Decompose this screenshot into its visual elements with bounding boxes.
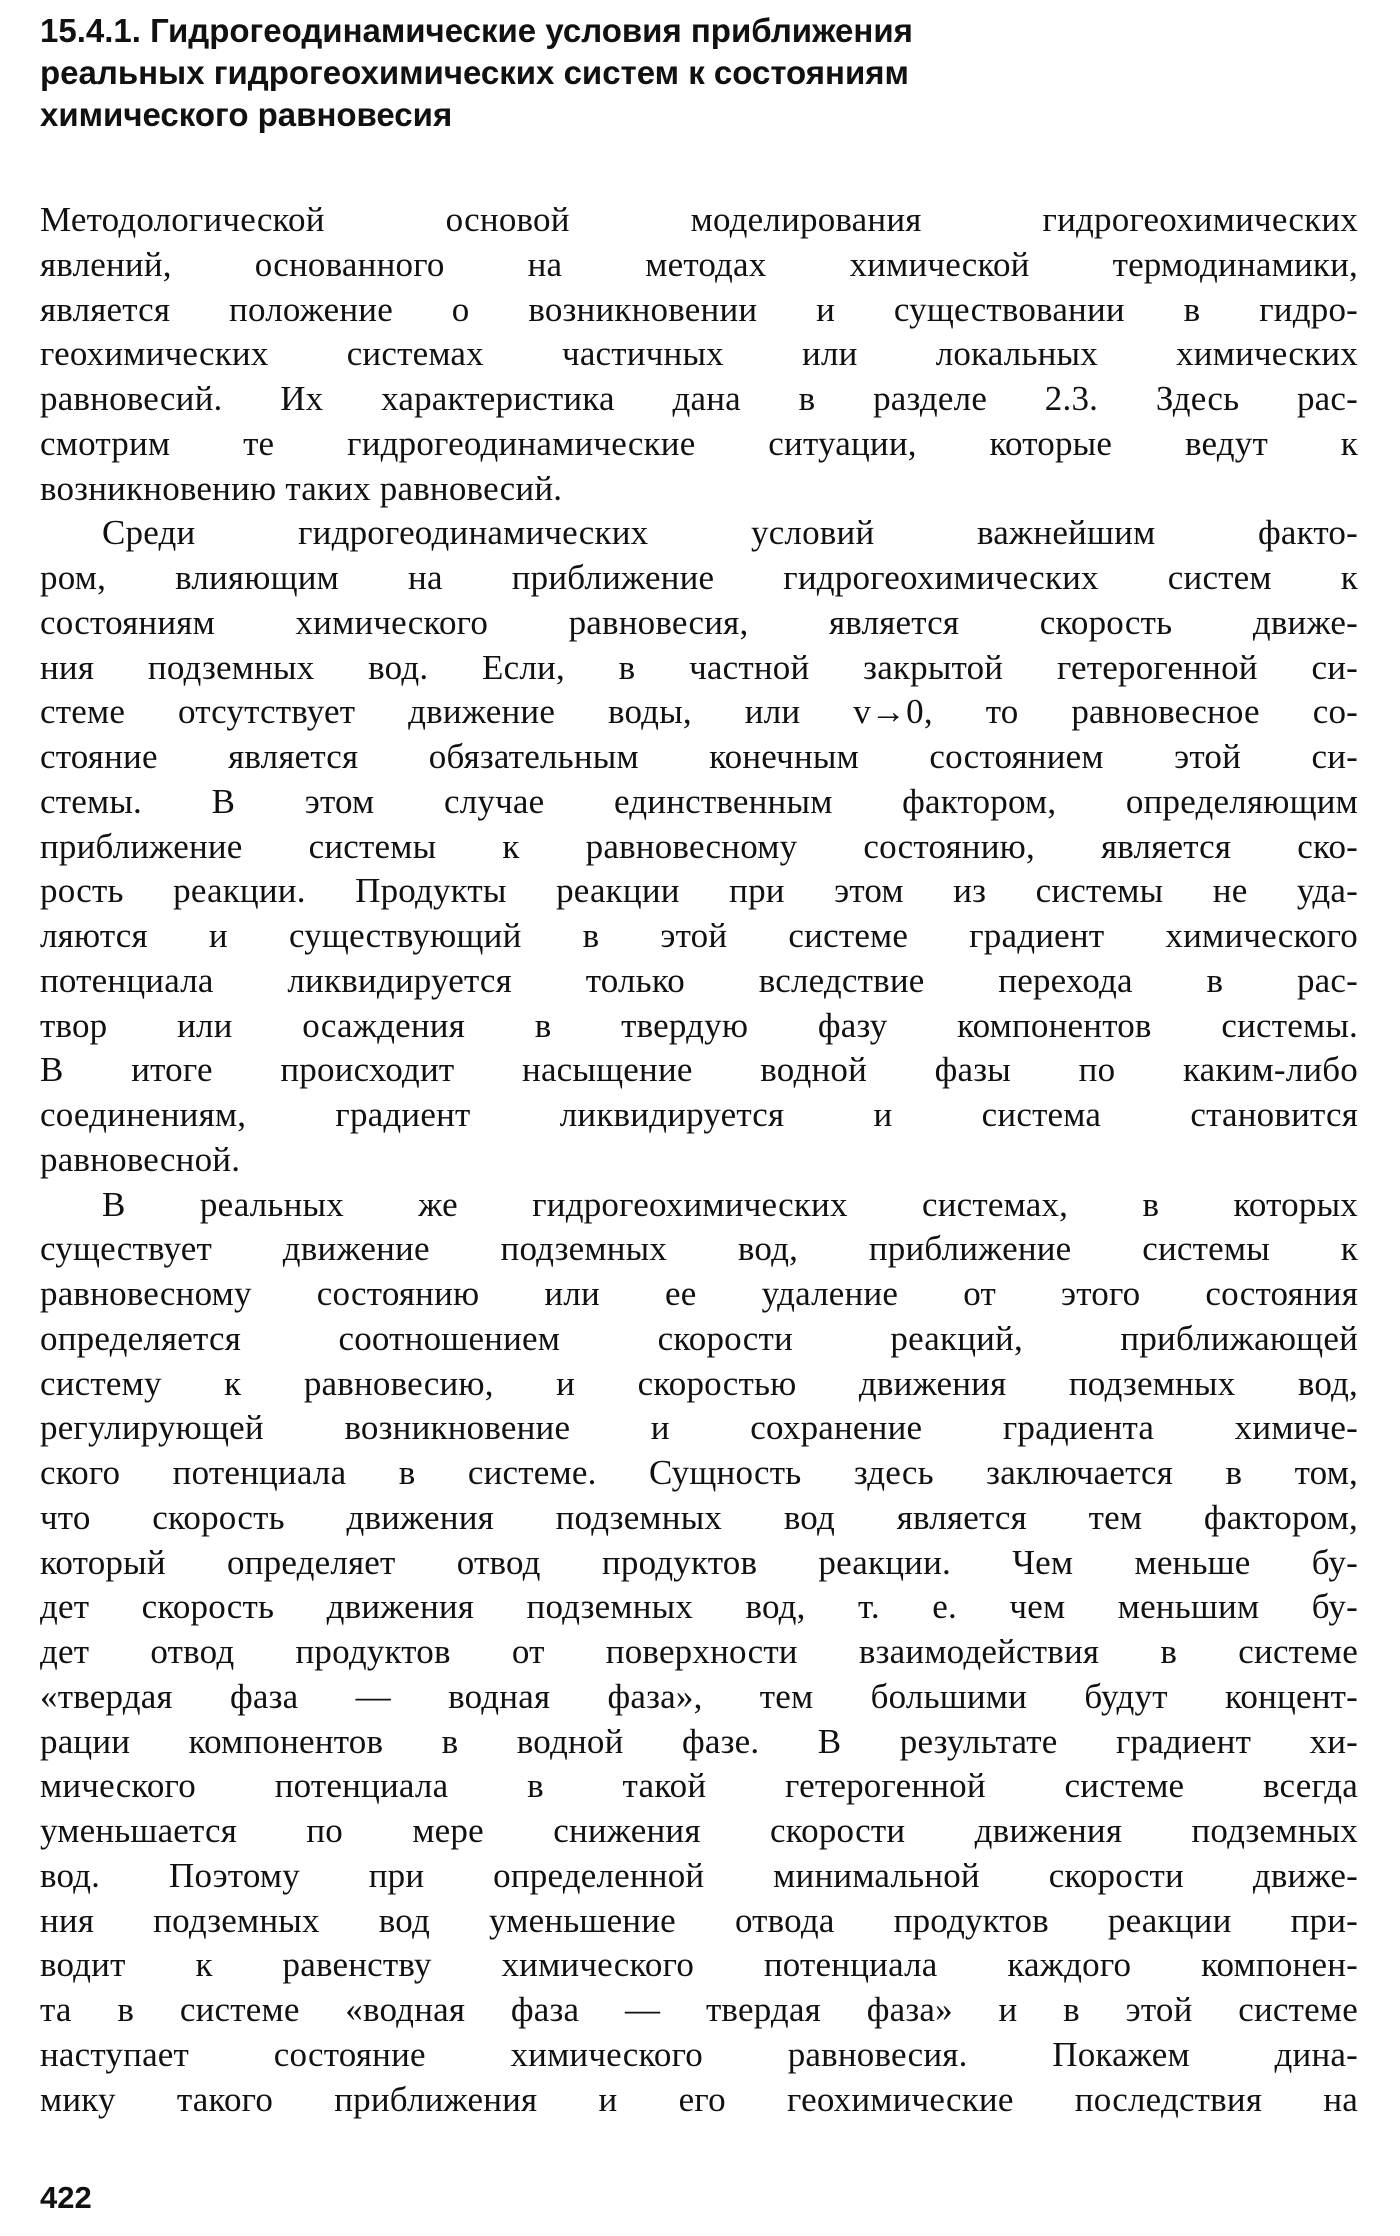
text-line: мического потенциала в такой гетерогенной системе всегда <box>40 1766 1358 1806</box>
text-line: ского потенциала в системе. Сущность здесь заключается в том, <box>40 1453 1358 1492</box>
text-line: В итоге происходит насыщение водной фазы по каким-либо <box>40 1050 1358 1090</box>
text-line: существует движение подземных вод, приближение системы к <box>40 1229 1358 1269</box>
text-line: уменьшается по мере снижения скорости движения подземных <box>40 1811 1358 1850</box>
section-heading-line: химического равновесия <box>40 96 453 133</box>
text-line: является положение о возникновении и существовании в гидро- <box>40 289 1358 329</box>
text-line: который определяет отвод продуктов реакции. Чем меньше бу- <box>40 1542 1358 1582</box>
text-line: Методологической основой моделирования гидрогеохимических <box>40 200 1358 239</box>
text-line: стеме отсутствует движение воды, или v→0, то равновесное со- <box>40 692 1358 732</box>
text-line: равновесному состоянию или ее удаление от этого состояния <box>40 1274 1358 1313</box>
text-line: ния подземных вод уменьшение отвода продуктов реакции при- <box>40 1900 1358 1940</box>
text-line: рации компонентов в водной фазе. В результате градиент хи- <box>40 1721 1358 1761</box>
text-line: мику такого приближения и его геохимические последствия на <box>40 2079 1358 2119</box>
body-text <box>40 198 1358 2122</box>
text-line: стемы. В этом случае единственным фактором, определяющим <box>40 781 1358 821</box>
text-line: смотрим те гидрогеодинамические ситуации, которые ведут к <box>40 423 1358 463</box>
text-line: рость реакции. Продукты реакции при этом из системы не уда- <box>40 871 1358 911</box>
text-line: что скорость движения подземных вод является тем фактором, <box>40 1497 1358 1537</box>
text-line: стояние является обязательным конечным состоянием этой си- <box>40 737 1358 776</box>
text-line: В реальных же гидрогеохимических системах, в которых <box>102 1184 1358 1224</box>
text-line: твор или осаждения в твердую фазу компонентов системы. <box>40 1005 1358 1045</box>
text-line: наступает состояние химического равновесия. Покажем дина- <box>40 2034 1358 2074</box>
text-line: возникновению таких равновесий. <box>40 468 563 508</box>
text-line: равновесной. <box>40 1139 241 1179</box>
text-line: ния подземных вод. Если, в частной закрытой гетерогенной си- <box>40 647 1358 687</box>
text-line: определяется соотношением скорости реакций, приближающей <box>40 1318 1358 1358</box>
text-line: равновесий. Их характеристика дана в разделе 2.3. Здесь рас- <box>40 379 1358 418</box>
text-line: систему к равновесию, и скоростью движения подземных вод, <box>40 1363 1358 1403</box>
text-line: «твердая фаза — водная фаза», тем большими будут концент- <box>40 1676 1358 1716</box>
section-heading-line: реальных гидрогеохимических систем к состояниям <box>40 54 909 91</box>
text-line: соединениям, градиент ликвидируется и система становится <box>40 1095 1358 1134</box>
text-line: потенциала ликвидируется только вследствие перехода в рас- <box>40 960 1358 1000</box>
text-line: Среди гидрогеодинамических условий важнейшим факто- <box>102 513 1358 553</box>
text-line: та в системе «водная фаза — твердая фаза» и в этой системе <box>40 1990 1358 2029</box>
text-line: состояниям химического равновесия, является скорость движе- <box>40 602 1358 642</box>
section-heading <box>40 10 1340 136</box>
text-line: приближение системы к равновесному состоянию, является ско- <box>40 826 1358 866</box>
text-line: регулирующей возникновение и сохранение градиента химиче- <box>40 1408 1358 1448</box>
page-number: 422 <box>40 2180 92 2215</box>
section-heading-line: 15.4.1. Гидрогеодинамические условия приближения <box>40 12 913 49</box>
text-line: ром, влияющим на приближение гидрогеохимических систем к <box>40 558 1358 597</box>
text-line: вод. Поэтому при определенной минимальной скорости движе- <box>40 1855 1358 1895</box>
text-line: геохимических системах частичных или локальных химических <box>40 334 1358 374</box>
text-line: явлений, основанного на методах химической термодинамики, <box>40 244 1358 284</box>
text-line: дет отвод продуктов от поверхности взаимодействия в системе <box>40 1632 1358 1671</box>
text-line: ляются и существующий в этой системе градиент химического <box>40 916 1358 955</box>
text-line: дет скорость движения подземных вод, т. е. чем меньшим бу- <box>40 1587 1358 1627</box>
text-line: водит к равенству химического потенциала каждого компонен- <box>40 1945 1358 1985</box>
